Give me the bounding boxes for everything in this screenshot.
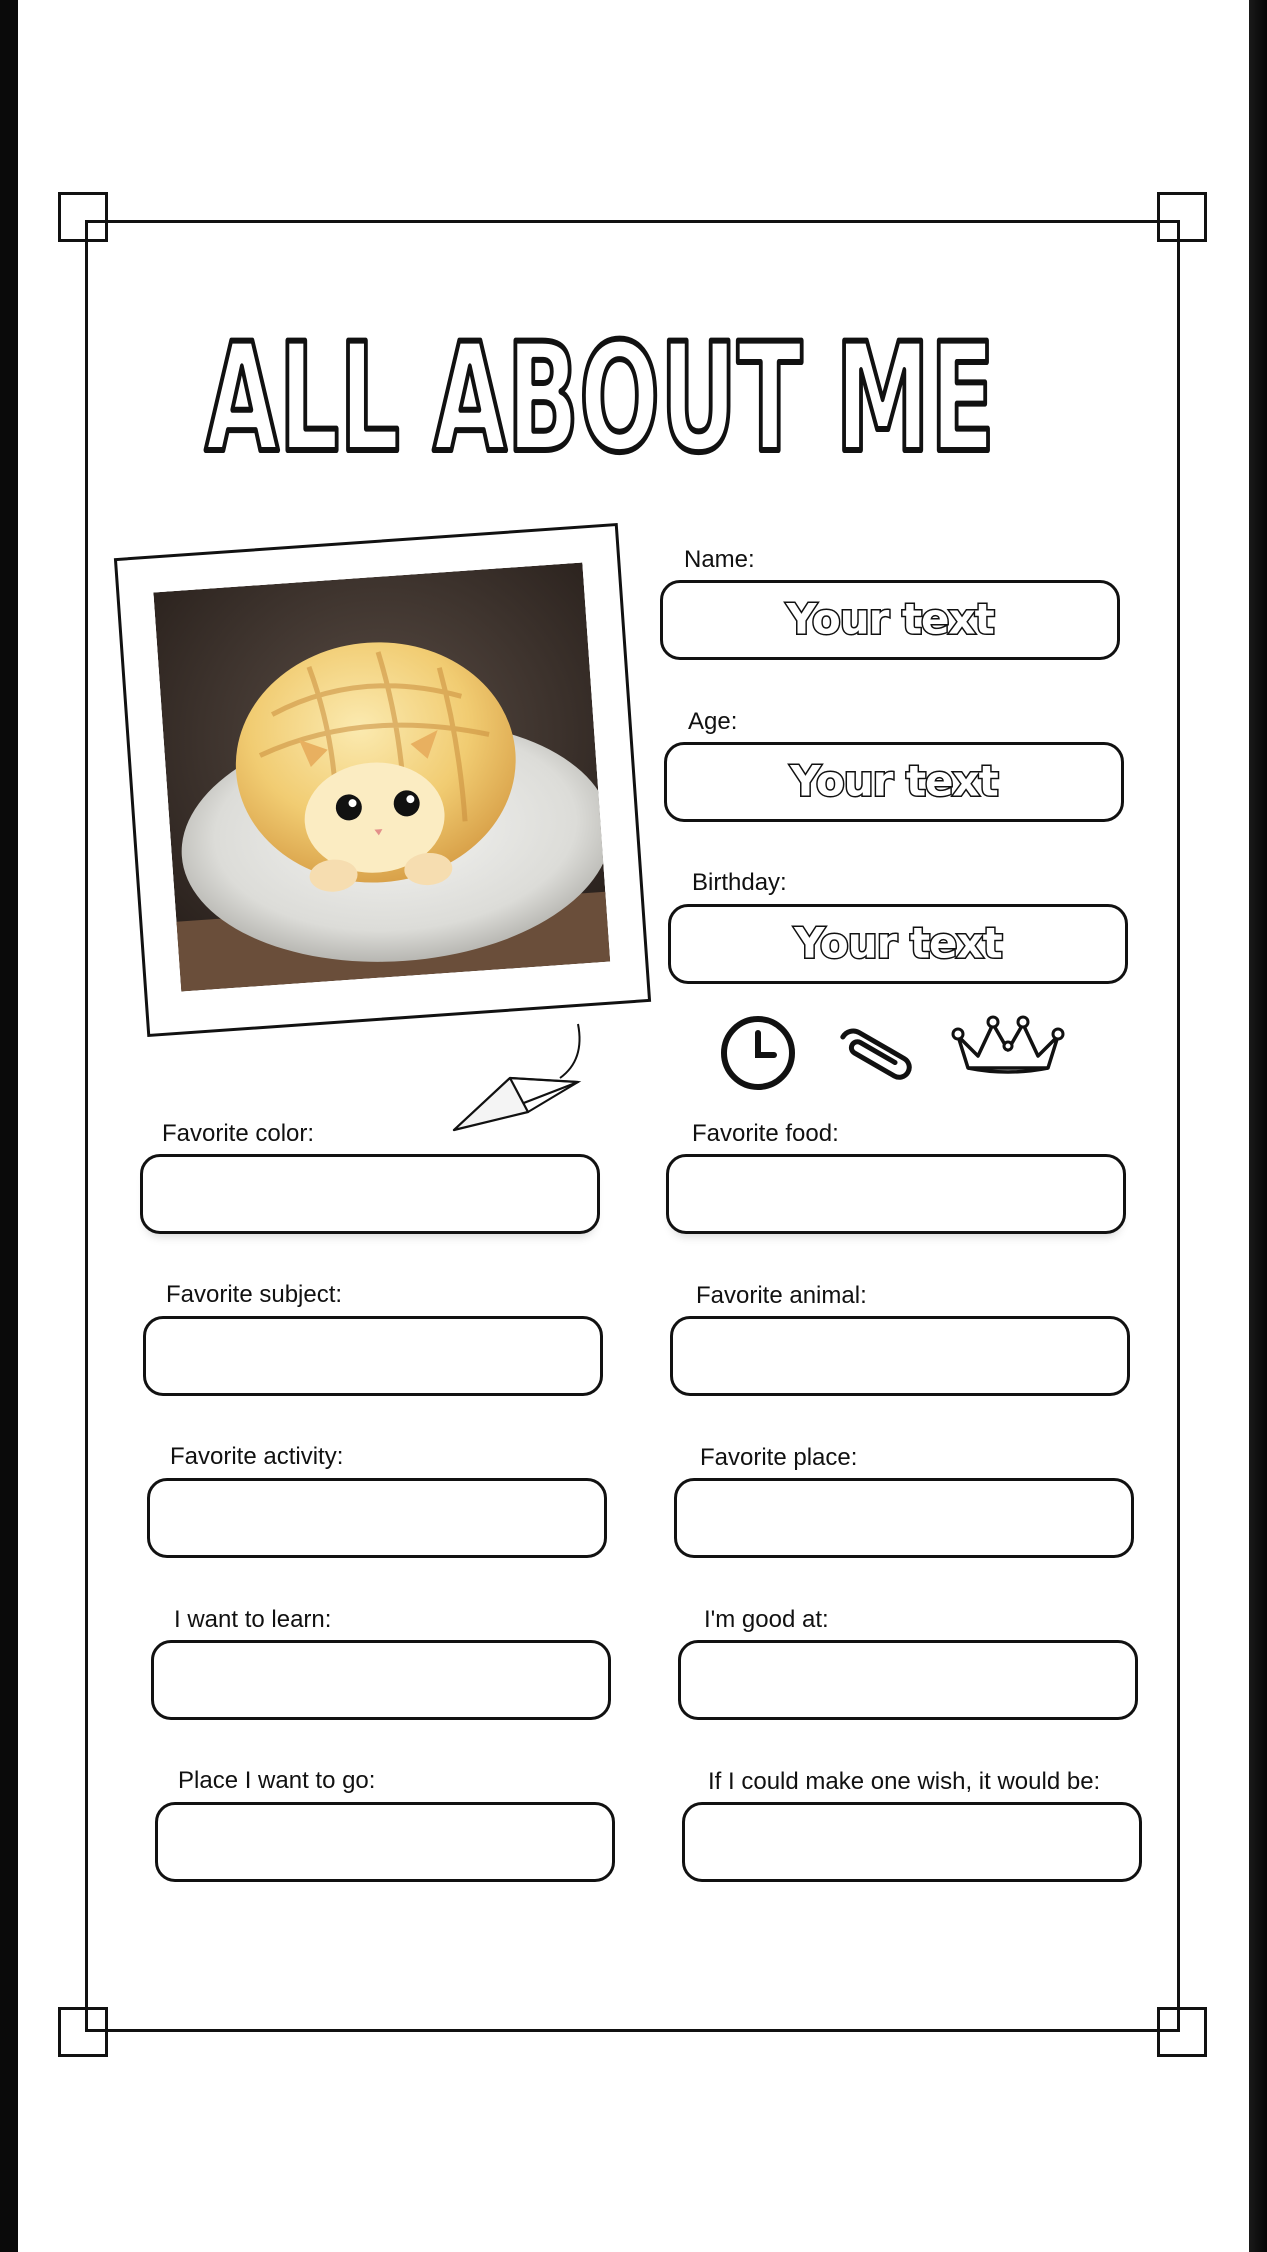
want-to-learn-field[interactable] <box>151 1640 611 1720</box>
favorite-activity-label: Favorite activity: <box>170 1443 344 1470</box>
birthday-label: Birthday: <box>692 869 787 896</box>
favorite-activity-field[interactable] <box>147 1478 607 1558</box>
favorite-color-label: Favorite color: <box>162 1120 315 1147</box>
clock-icon <box>718 1013 798 1093</box>
corner-square-top-right <box>1157 192 1207 242</box>
svg-text:ALL ABOUT ME: ALL ABOUT ME <box>205 312 995 480</box>
favorite-subject-field[interactable] <box>143 1316 603 1396</box>
place-to-go-label: Place I want to go: <box>178 1767 376 1794</box>
age-field[interactable] <box>664 742 1124 822</box>
good-at-field[interactable] <box>678 1640 1138 1720</box>
favorite-food-label: Favorite food: <box>692 1120 839 1147</box>
crown-icon <box>948 1010 1068 1080</box>
place-to-go-field[interactable] <box>155 1802 615 1882</box>
name-field[interactable] <box>660 580 1120 660</box>
favorite-animal-label: Favorite animal: <box>696 1282 867 1309</box>
photo-frame <box>114 523 651 1037</box>
good-at-label: I'm good at: <box>704 1606 829 1633</box>
corner-square-top-left <box>58 192 108 242</box>
cat-bread-photo <box>153 563 610 992</box>
age-placeholder: Your text <box>790 756 998 806</box>
one-wish-field[interactable] <box>682 1802 1142 1882</box>
name-label: Name: <box>684 546 755 573</box>
name-placeholder: Your text <box>786 594 994 644</box>
age-label: Age: <box>688 708 738 735</box>
paperclip-icon <box>826 1020 922 1090</box>
paper-plane-icon <box>450 1020 590 1135</box>
one-wish-label: If I could make one wish, it would be: <box>708 1768 1101 1795</box>
want-to-learn-label: I want to learn: <box>174 1606 332 1633</box>
favorite-color-field[interactable] <box>140 1154 600 1234</box>
favorite-place-field[interactable] <box>674 1478 1134 1558</box>
page-title <box>0 305 1267 480</box>
favorite-subject-label: Favorite subject: <box>166 1281 343 1308</box>
favorite-place-label: Favorite place: <box>700 1444 858 1471</box>
corner-square-bottom-left <box>58 2007 108 2057</box>
birthday-field[interactable] <box>668 904 1128 984</box>
birthday-placeholder: Your text <box>794 918 1002 968</box>
corner-square-bottom-right <box>1157 2007 1207 2057</box>
favorite-food-field[interactable] <box>666 1154 1126 1234</box>
favorite-animal-field[interactable] <box>670 1316 1130 1396</box>
